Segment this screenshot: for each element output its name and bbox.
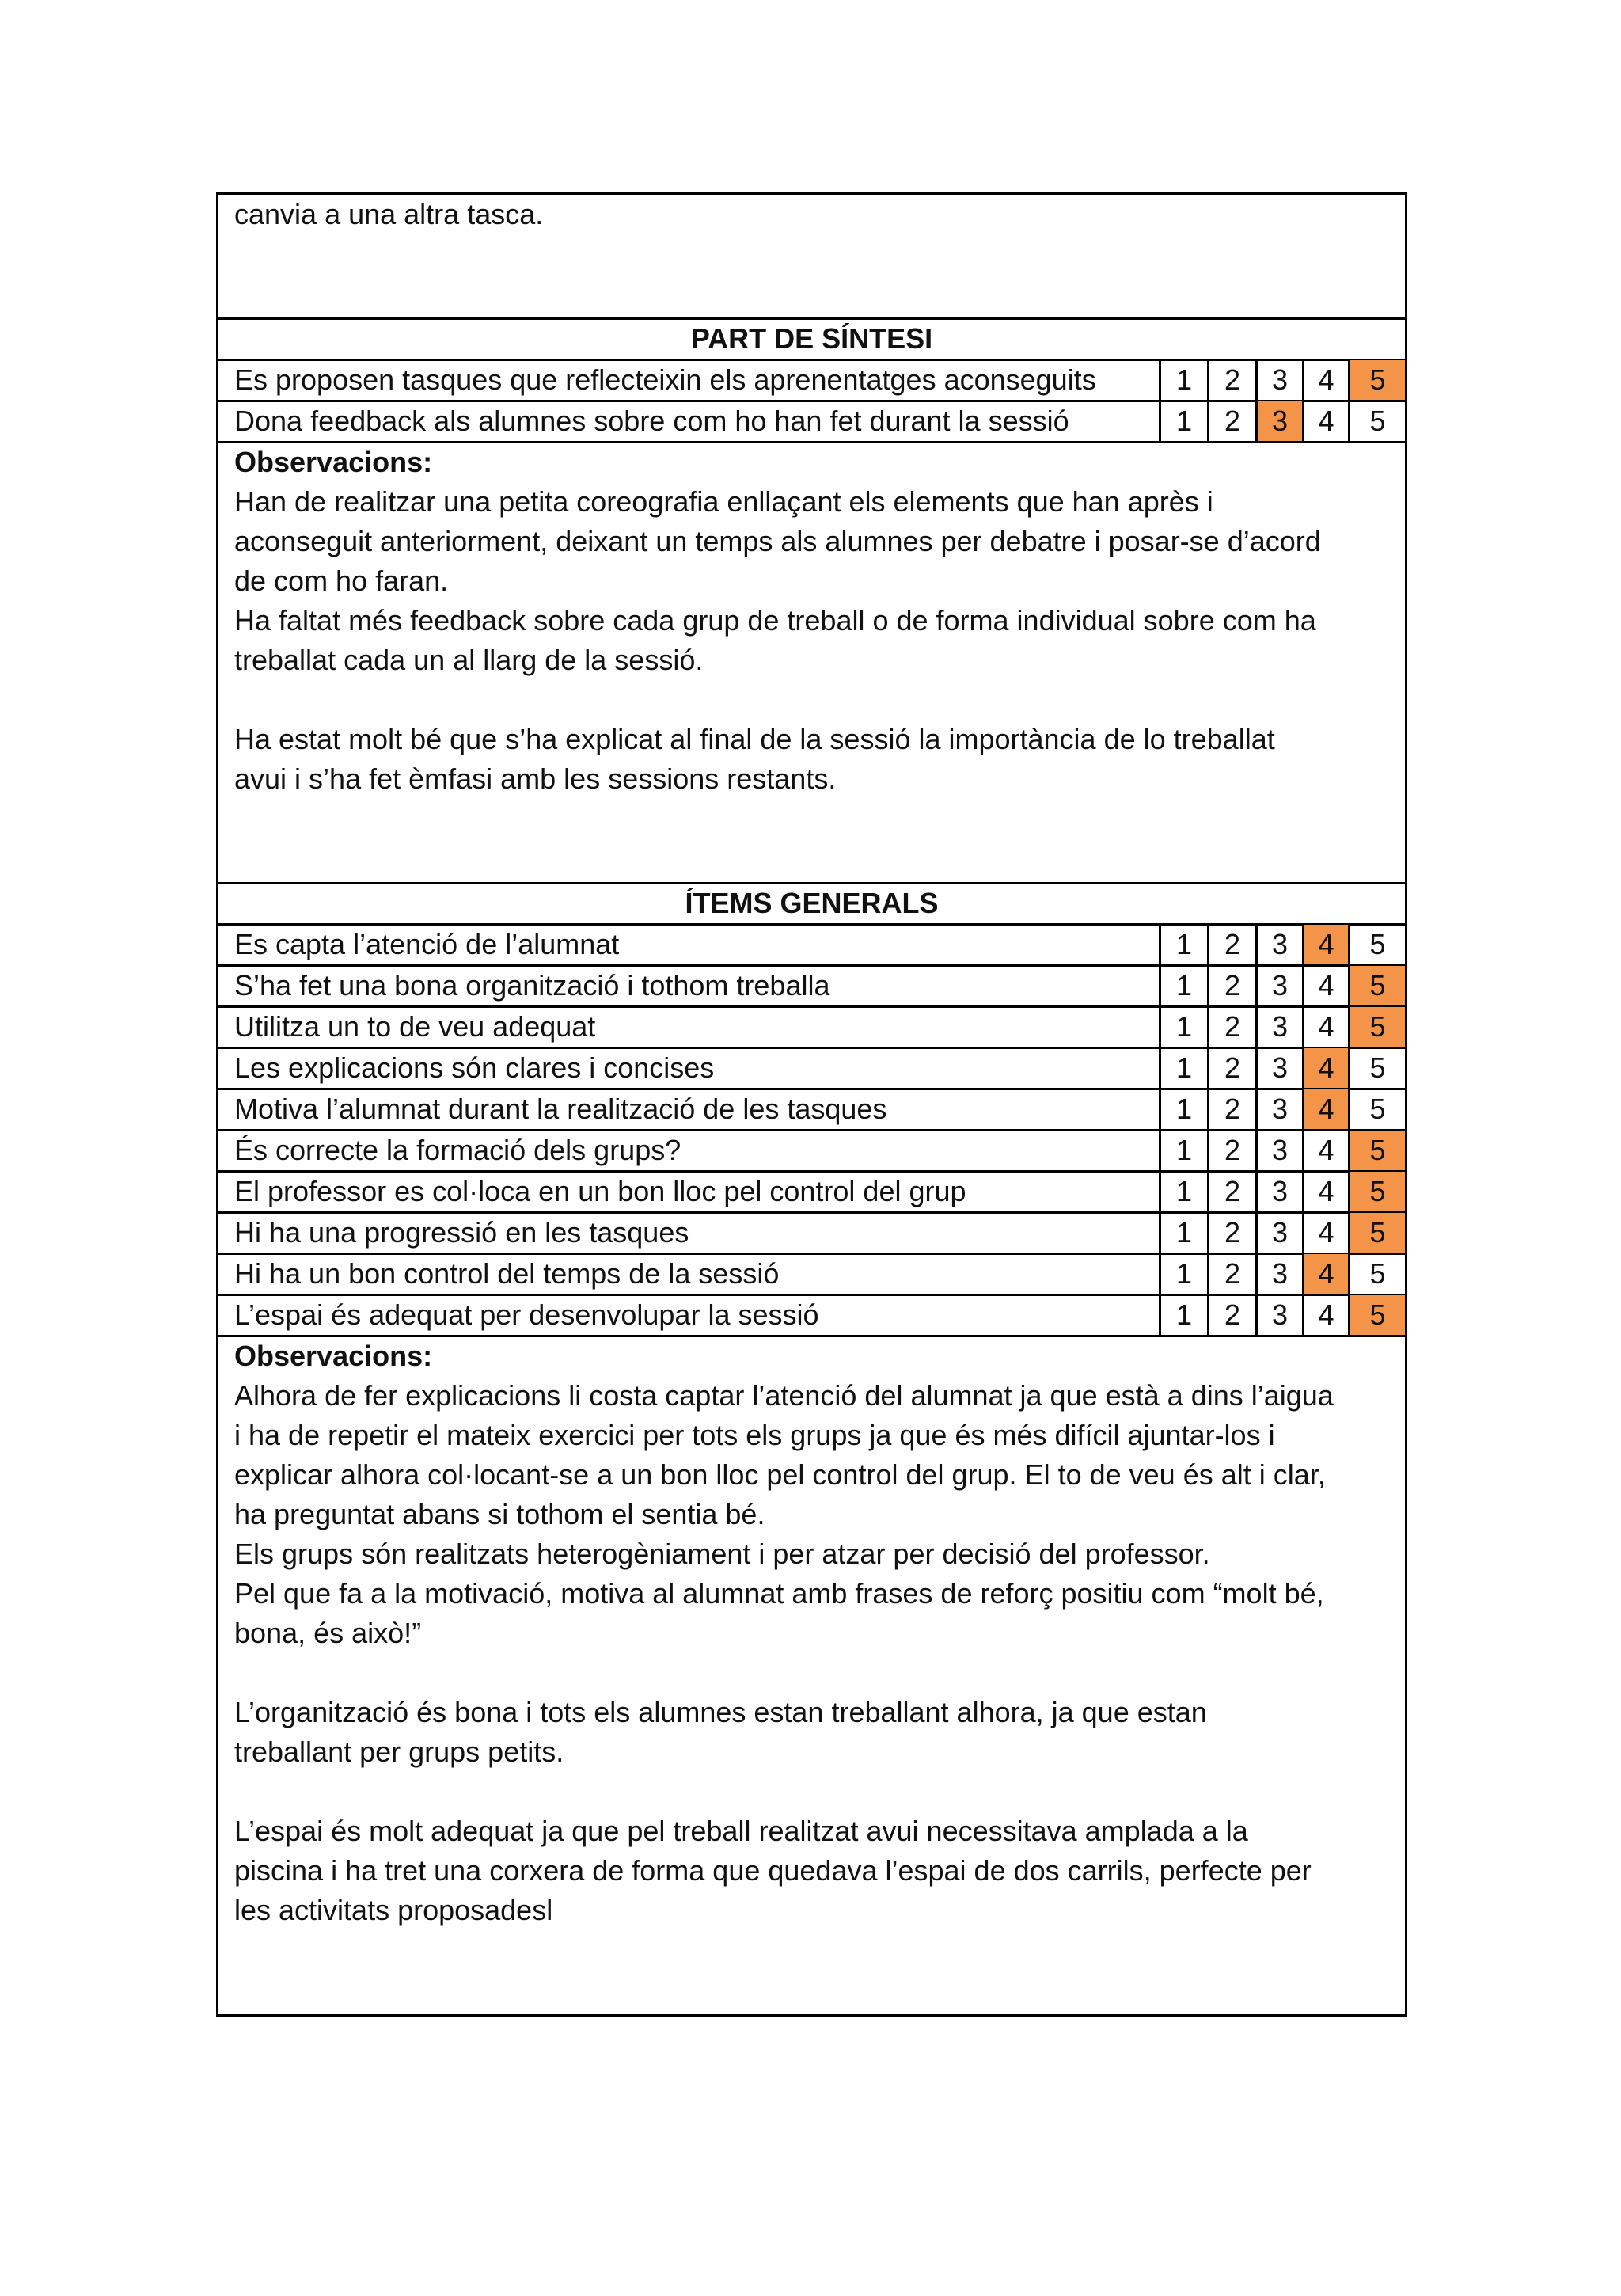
rating-row bbox=[218, 1295, 1405, 1335]
observation-line: Els grups són realitzats heterogèniament i per atzar per decisió del professor. bbox=[234, 1538, 1210, 1570]
section-title-generals: ÍTEMS GENERALS bbox=[685, 887, 939, 919]
rating-row bbox=[218, 360, 1405, 400]
observation-line bbox=[234, 1653, 1389, 1693]
observation-line: explicar alhora col·locant-se a un bon lloc pel control del grup. El to de veu és alt i clar, bbox=[234, 1458, 1326, 1491]
rating-row bbox=[218, 1007, 1405, 1047]
observation-line: bona, és això!” bbox=[234, 1617, 422, 1649]
score-cell-3: 3 bbox=[1255, 1089, 1302, 1129]
score-cell-2: 2 bbox=[1207, 925, 1255, 964]
score-cell-1: 1 bbox=[1159, 1131, 1207, 1170]
score-cell-2: 2 bbox=[1207, 360, 1255, 400]
rating-row-label: Hi ha un bon control del temps de la sessió bbox=[234, 1257, 780, 1290]
score-cell-3: 3 bbox=[1255, 1295, 1302, 1335]
score-cell-5: 5 bbox=[1348, 1213, 1405, 1253]
score-cell-1: 1 bbox=[1159, 1007, 1207, 1047]
observations-body bbox=[234, 482, 1389, 799]
score-cell-1: 1 bbox=[1159, 925, 1207, 964]
score-cell-3: 3 bbox=[1255, 1007, 1302, 1047]
rating-row-label: Hi ha una progressió en les tasques bbox=[234, 1216, 689, 1249]
rating-row bbox=[218, 966, 1405, 1005]
score-cell-1: 1 bbox=[1159, 1295, 1207, 1335]
score-cell-5: 5 bbox=[1348, 1172, 1405, 1211]
score-cell-1: 1 bbox=[1159, 1254, 1207, 1294]
score-cell-3: 3 bbox=[1255, 1254, 1302, 1294]
score-cell-2: 2 bbox=[1207, 1254, 1255, 1294]
score-cell-1: 1 bbox=[1159, 360, 1207, 400]
score-cell-5: 5 bbox=[1348, 401, 1405, 441]
score-cell-3: 3 bbox=[1255, 1048, 1302, 1088]
score-cell-5: 5 bbox=[1348, 1048, 1405, 1088]
score-cell-3: 3 bbox=[1255, 925, 1302, 964]
score-cell-2: 2 bbox=[1207, 1131, 1255, 1170]
observation-line: treballat cada un al llarg de la sessió. bbox=[234, 644, 704, 676]
score-cell-1: 1 bbox=[1159, 1048, 1207, 1088]
rating-row bbox=[218, 1172, 1405, 1211]
observation-line: Alhora de fer explicacions li costa captar l’atenció del alumnat ja que està a dins l’aigua bbox=[234, 1379, 1334, 1412]
rating-row bbox=[218, 1131, 1405, 1170]
score-cell-4: 4 bbox=[1302, 1172, 1348, 1211]
rating-row-label: Dona feedback als alumnes sobre com ho han fet durant la sessió bbox=[234, 405, 1069, 437]
score-cell-5: 5 bbox=[1348, 925, 1405, 964]
score-cell-4: 4 bbox=[1302, 1295, 1348, 1335]
observation-line bbox=[234, 680, 1389, 720]
score-cell-4: 4 bbox=[1302, 966, 1348, 1005]
score-cell-3: 3 bbox=[1255, 1172, 1302, 1211]
observation-line: Ha estat molt bé que s’ha explicat al final de la sessió la importància de lo treballat bbox=[234, 723, 1275, 755]
score-cell-2: 2 bbox=[1207, 1295, 1255, 1335]
score-cell-3: 3 bbox=[1255, 1213, 1302, 1253]
rating-row-label: Les explicacions són clares i concises bbox=[234, 1051, 715, 1084]
observation-line: de com ho faran. bbox=[234, 564, 449, 597]
score-cell-3: 3 bbox=[1255, 360, 1302, 400]
score-cell-4: 4 bbox=[1302, 1007, 1348, 1047]
observation-line: avui i s’ha fet èmfasi amb les sessions restants. bbox=[234, 762, 837, 795]
observation-line: L’organització és bona i tots els alumnes estan treballant alhora, ja que estan bbox=[234, 1696, 1207, 1728]
score-cell-2: 2 bbox=[1207, 1172, 1255, 1211]
score-cell-2: 2 bbox=[1207, 1213, 1255, 1253]
score-cell-3: 3 bbox=[1255, 1131, 1302, 1170]
score-cell-3: 3 bbox=[1255, 966, 1302, 1005]
observation-line: Han de realitzar una petita coreografia enllaçant els elements que han après i bbox=[234, 485, 1213, 518]
rating-row-label: L’espai és adequat per desenvolupar la sessió bbox=[234, 1298, 819, 1331]
observation-line: Ha faltat més feedback sobre cada grup de treball o de forma individual sobre com ha bbox=[234, 604, 1316, 637]
rating-row bbox=[218, 1089, 1405, 1129]
observations-title: Observacions: bbox=[234, 1340, 433, 1372]
score-cell-2: 2 bbox=[1207, 1089, 1255, 1129]
score-cell-4: 4 bbox=[1302, 401, 1348, 441]
observation-line: treballant per grups petits. bbox=[234, 1735, 564, 1768]
score-cell-1: 1 bbox=[1159, 966, 1207, 1005]
observation-line: aconseguit anteriorment, deixant un temps als alumnes per debatre i posar-se d’acord bbox=[234, 525, 1321, 557]
rating-row-label: Es proposen tasques que reflecteixin els aprenentatges aconseguits bbox=[234, 363, 1096, 396]
observation-line: Pel que fa a la motivació, motiva al alumnat amb frases de reforç positiu com “molt bé, bbox=[234, 1577, 1324, 1610]
generals-rating-rows bbox=[218, 925, 1405, 1336]
rating-row-label: El professor es col·loca en un bon lloc pel control del grup bbox=[234, 1175, 966, 1207]
observation-line: i ha de repetir el mateix exercici per tots els grups ja que és més difícil ajuntar-los i bbox=[234, 1419, 1275, 1451]
score-cell-1: 1 bbox=[1159, 1089, 1207, 1129]
score-cell-5: 5 bbox=[1348, 1131, 1405, 1170]
section-title-sintesi: PART DE SÍNTESI bbox=[690, 322, 933, 355]
score-cell-1: 1 bbox=[1159, 401, 1207, 441]
observation-line: L’espai és molt adequat ja que pel treball realitzat avui necessitava amplada a la bbox=[234, 1815, 1248, 1847]
observation-line bbox=[234, 1772, 1389, 1811]
score-cell-4: 4 bbox=[1302, 1213, 1348, 1253]
score-cell-2: 2 bbox=[1207, 1007, 1255, 1047]
score-cell-4: 4 bbox=[1302, 1254, 1348, 1294]
score-cell-5: 5 bbox=[1348, 1089, 1405, 1129]
score-cell-5: 5 bbox=[1348, 1295, 1405, 1335]
score-cell-4: 4 bbox=[1302, 1048, 1348, 1088]
score-cell-2: 2 bbox=[1207, 966, 1255, 1005]
rating-row bbox=[218, 1254, 1405, 1294]
rating-row bbox=[218, 925, 1405, 964]
sintesi-rating-rows bbox=[218, 360, 1405, 443]
generals-observations bbox=[218, 1336, 1405, 2009]
score-cell-4: 4 bbox=[1302, 360, 1348, 400]
rating-row bbox=[218, 1213, 1405, 1253]
score-cell-4: 4 bbox=[1302, 1089, 1348, 1129]
observation-line: piscina i ha tret una corxera de forma que quedava l’espai de dos carrils, perfecte per bbox=[234, 1854, 1312, 1887]
rating-row-label: És correcte la formació dels grups? bbox=[234, 1134, 681, 1166]
score-cell-2: 2 bbox=[1207, 401, 1255, 441]
observations-title: Observacions: bbox=[234, 446, 433, 478]
score-cell-2: 2 bbox=[1207, 1048, 1255, 1088]
continuation-text: canvia a una altra tasca. bbox=[234, 198, 544, 230]
score-cell-5: 5 bbox=[1348, 1007, 1405, 1047]
score-cell-1: 1 bbox=[1159, 1213, 1207, 1253]
score-cell-4: 4 bbox=[1302, 1131, 1348, 1170]
score-cell-5: 5 bbox=[1348, 360, 1405, 400]
rating-row-label: Motiva l’alumnat durant la realització de les tasques bbox=[234, 1093, 887, 1125]
rating-row-label: S’ha fet una bona organització i tothom treballa bbox=[234, 969, 830, 1002]
score-cell-5: 5 bbox=[1348, 966, 1405, 1005]
observation-line: les activitats proposadesl bbox=[234, 1894, 553, 1926]
evaluation-table bbox=[216, 192, 1407, 2017]
rating-row bbox=[218, 401, 1405, 441]
observations-body bbox=[234, 1376, 1389, 1930]
observation-line: ha preguntat abans si tothom el sentia bé. bbox=[234, 1498, 765, 1530]
continuation-cell bbox=[218, 195, 1405, 317]
score-cell-5: 5 bbox=[1348, 1254, 1405, 1294]
score-cell-4: 4 bbox=[1302, 925, 1348, 964]
rating-row-label: Utilitza un to de veu adequat bbox=[234, 1010, 596, 1043]
score-cell-1: 1 bbox=[1159, 1172, 1207, 1211]
rating-row-label: Es capta l’atenció de l’alumnat bbox=[234, 928, 620, 960]
rating-row bbox=[218, 1048, 1405, 1088]
score-cell-3: 3 bbox=[1255, 401, 1302, 441]
